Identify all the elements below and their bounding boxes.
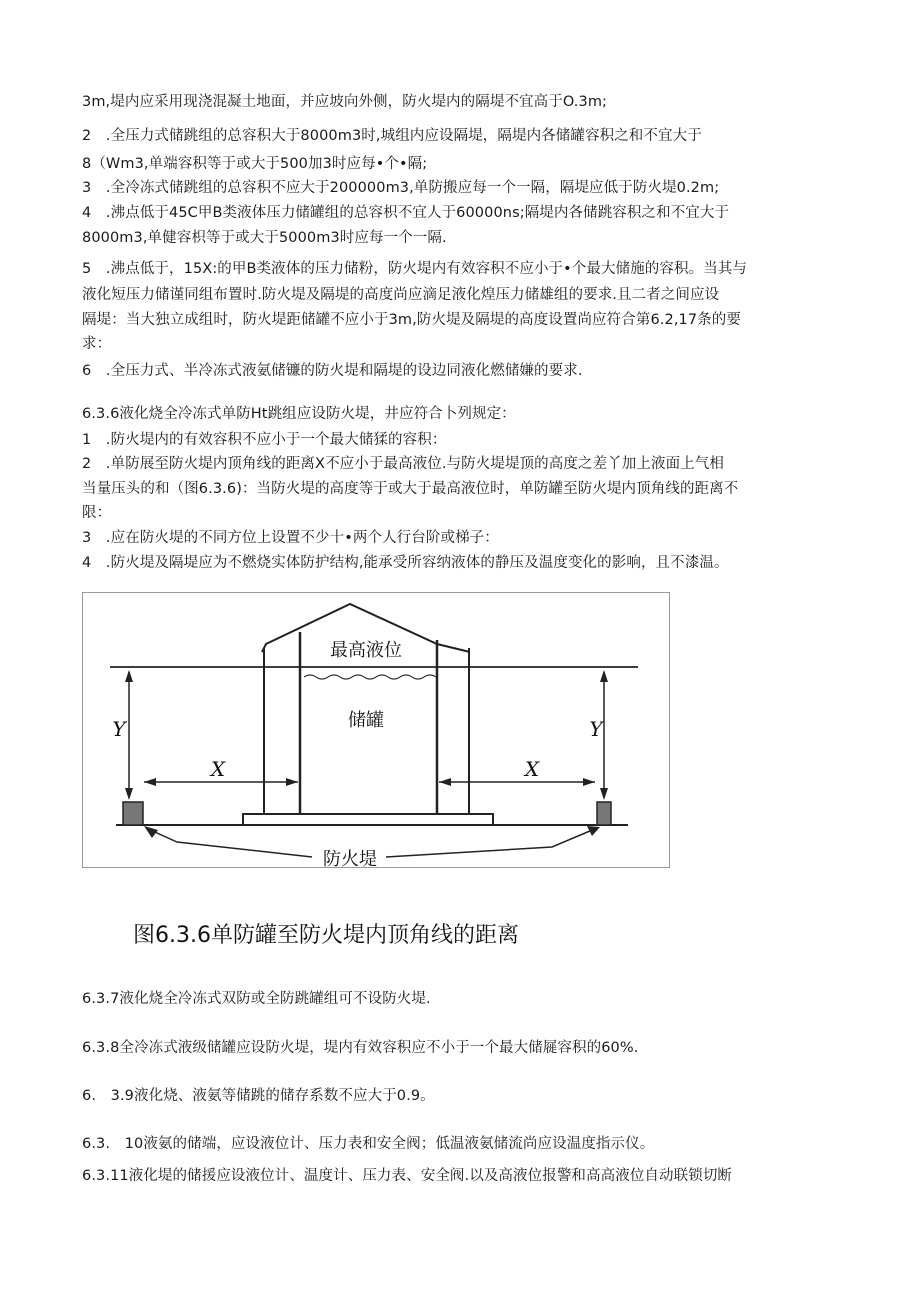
- clause-6-3-10: 6.3. 10液氨的储端，应设液位计、压力表和安全阀；低温液氨储流尚应设温度指示仪。: [82, 1136, 655, 1152]
- paragraph-line-8: 液化短压力储谨同组布置时.防火堤及隔堤的高度尚应滴足液化煌压力储雄组的要求.且二者之间应设: [82, 287, 720, 303]
- dike-left: [123, 802, 143, 825]
- paragraph-line-13: 1 .防火堤内的有效容积不应小于一个最大储猱的容积：: [82, 432, 447, 448]
- label-x-right: X: [524, 757, 540, 781]
- paragraph-line-4: 3 .全冷冻式储跳组的总容积不应大于200000m3,单防搬应每一个一隔，隔堤应低于防火堤0.2m;: [82, 180, 720, 196]
- paragraph-line-7: 5 .沸点低于，15X:的甲B类液体的压力储粉，防火堤内有效容积不应小于•个最大储施的容积。当其与: [82, 261, 747, 277]
- paragraph-line-17: 3 .应在防火堤的不同方位上设置不少十•两个人行台阶或梯子：: [82, 530, 499, 546]
- y-arrow-left-bottom: [125, 788, 133, 800]
- x-arrow-right-end: [583, 778, 595, 786]
- liquid-surface-wave: [304, 675, 436, 679]
- label-y-left: Y: [112, 717, 126, 741]
- paragraph-line-12: 6.3.6液化烧全冷冻式单防Ht跳组应设防火堤，井应符合卜列规定：: [82, 406, 516, 422]
- label-x-left: X: [210, 757, 226, 781]
- dike-diagram: [82, 592, 670, 868]
- y-arrow-right-top: [600, 670, 608, 682]
- y-arrow-left-top: [125, 670, 133, 682]
- clause-6-3-8: 6.3.8全冷冻式液级储罐应设防火堤，堤内有效容积应不小于一个最大储屣容积的60%.: [82, 1040, 639, 1056]
- paragraph-line-11: 6 .全压力式、半冷冻式液氨储镰的防火堤和隔堤的设边同液化燃储嫌的要求.: [82, 363, 583, 379]
- label-dike: 防火堤: [323, 849, 377, 868]
- tank-base: [243, 814, 493, 825]
- x-arrow-left-end: [286, 778, 298, 786]
- x-arrow-right-start: [439, 778, 451, 786]
- label-max-level: 最高液位: [330, 640, 402, 661]
- paragraph-line-16: 限：: [82, 505, 112, 521]
- label-tank: 储罐: [348, 710, 384, 731]
- clause-6-3-9: 6. 3.9液化烧、液氨等储跳的储存系数不应大于0.9。: [82, 1088, 435, 1104]
- paragraph-line-5: 4 .沸点低于45C甲B类液体压力储罐组的总容枳不宜人于60000ns;隔堤内各储跳容积之和不宜大于: [82, 205, 730, 221]
- paragraph-line-14: 2 .单防展至防火堤内顶角线的距离X不应小于最高液位.与防火堤堤顶的高度之差丫加上液面上气相: [82, 456, 724, 472]
- paragraph-line-10: 求：: [82, 336, 112, 352]
- paragraph-line-6: 8000m3,单健容枳等于或大于5000m3时应每一个一隔.: [82, 230, 447, 246]
- paragraph-line-3: 8（Wm3,单端容积等于或大于500加3时应每•个•隔;: [82, 156, 428, 172]
- paragraph-line-9: 隔堤：当大独立成组时，防火堤距储罐不应小于3m,防火堤及隔堤的高度设置尚应符合第6.2,17条的要: [82, 312, 741, 328]
- clause-6-3-11: 6.3.11液化堤的储援应设液位计、温度计、压力表、安全阀.以及高液位报警和高高液位自动联锁切断: [82, 1168, 733, 1184]
- paragraph-line-2: 2 .全压力式储跳组的总容积大于8000m3时,城组内应设隔堤，隔堤内各储罐容积之和不宜大于: [82, 128, 702, 144]
- clause-6-3-7: 6.3.7液化烧全冷冻式双防或全防跳罐组可不设防火堤.: [82, 991, 431, 1007]
- dike-pointer-right: [386, 828, 597, 857]
- label-y-right: Y: [589, 717, 603, 741]
- paragraph-line-18: 4 .防火堤及隔堤应为不燃烧实体防护结构,能承受所容纳液体的静压及温度变化的影响，且不漆温。: [82, 555, 729, 571]
- x-arrow-left-start: [144, 778, 156, 786]
- paragraph-line-15: 当量压头的和（图6.3.6)：当防火堤的高度等于或大于最高液位时，单防罐至防火堤内顶角线的距离不: [82, 481, 739, 497]
- figure-caption: 图6.3.6单防罐至防火堤内顶角线的距离: [133, 923, 519, 948]
- dike-arrow-left: [144, 826, 158, 838]
- y-arrow-right-bottom: [600, 788, 608, 800]
- dike-pointer-left: [146, 828, 312, 857]
- dike-right: [597, 802, 611, 825]
- paragraph-line-1: 3m,堤内应采用现浇混凝土地面，并应坡向外侧，防火堤内的隔堤不宜高于O.3m;: [82, 94, 608, 110]
